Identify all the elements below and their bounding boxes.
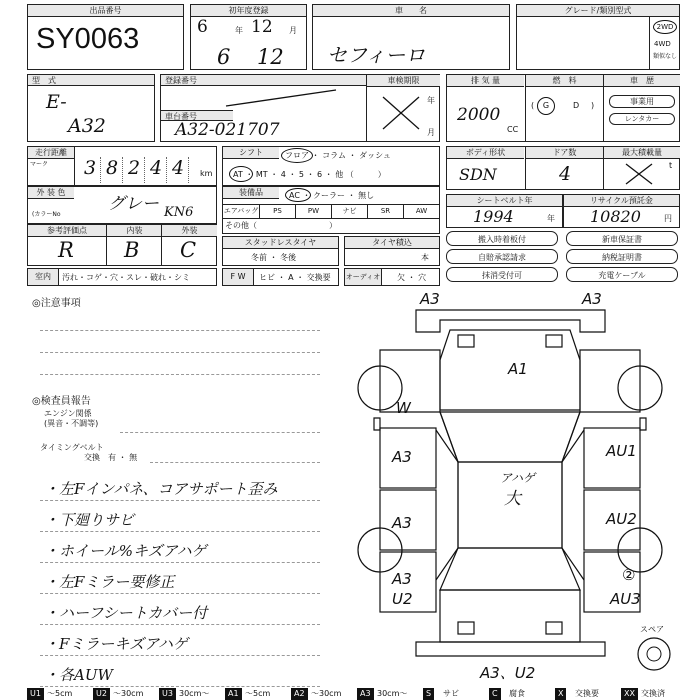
legend-desc: 30cm～ (179, 689, 210, 698)
mark-left-front-wheel: W (396, 399, 411, 417)
inspector-title: ◎検査員報告 (32, 396, 91, 407)
note-line (40, 624, 320, 625)
mark-right-front: AU1 (606, 442, 637, 460)
inspector-note: ・左Fミラー要修正 (44, 573, 175, 591)
note-line (40, 374, 320, 375)
fw-opts: ヒビ ・ A ・ 交換要 (259, 273, 331, 282)
legend-code: U1 (27, 688, 44, 700)
displacement-box (446, 74, 680, 142)
inspection-crossout (379, 93, 423, 133)
legend-desc: ～5cm (47, 689, 73, 698)
mark-roof-2: 大 (504, 489, 521, 509)
capacity-unit: t (669, 161, 673, 170)
timing-opts: 交換 有 ・ 無 (84, 453, 138, 462)
inspector-note: ・Fミラーキズアハゲ (44, 635, 188, 653)
mileage-label: 走行距離 (28, 147, 74, 159)
history-label: 車 歴 (603, 75, 680, 87)
first-reg-year-hand: 6 (217, 45, 231, 69)
capacity-crossout (623, 161, 655, 187)
audio-label: オーディオ (345, 269, 382, 285)
mark-left-rear-quarter: A3 (392, 570, 412, 588)
interior-opts: 汚れ・コゲ・穴・スレ・破れ・シミ (62, 273, 190, 282)
legend-desc: ～30cm (113, 689, 144, 698)
legend-desc: 30cm～ (377, 689, 408, 698)
legend-desc: サビ (443, 689, 459, 698)
fuel-label: 燃 料 (525, 75, 603, 87)
note-line (40, 562, 320, 563)
note-line (150, 462, 320, 463)
belt-year-unit: 年 (547, 214, 555, 223)
equipment-label: 装備品 (223, 187, 279, 199)
score-value: R (58, 238, 74, 262)
timing-label: タイミングベルト (40, 443, 104, 452)
cc-unit: CC (507, 125, 519, 134)
mark-hood: A1 (508, 360, 528, 378)
legend-code: X (555, 688, 566, 700)
mileage-digit: 4 (168, 157, 189, 183)
mark-right-front-door: AU2 (606, 510, 637, 528)
ref-label: 参考評価点 (28, 225, 106, 237)
doors-label: ドア数 (525, 147, 603, 159)
fuel-d: D (573, 101, 580, 110)
color-no-label: (カラーNo (32, 211, 61, 218)
legend-desc: ～5cm (245, 689, 271, 698)
color-label: 外 装 色 (28, 187, 74, 199)
equip-ac-circle (285, 188, 311, 202)
fw-label: F W (223, 269, 254, 285)
legend-desc: 交換済 (641, 689, 665, 698)
displacement-label: 排 気 量 (447, 75, 524, 87)
car-name: セフィーロ (327, 43, 426, 67)
first-reg-label: 初年度登録 (191, 5, 306, 17)
car-damage-diagram (340, 290, 685, 680)
equip-item: エアバッグ (223, 207, 259, 215)
mileage-digit: 2 (124, 157, 145, 183)
lot-label: 出品番号 (28, 5, 183, 17)
engine-label: エンジン関係 (44, 409, 92, 418)
doc-item: 抹消受付可 (446, 267, 558, 282)
belt-year-value: 1994 (473, 207, 514, 226)
belt-box (446, 194, 563, 228)
color-value: グレー (108, 194, 159, 214)
doc-item: 充電ケーブル (566, 267, 678, 282)
shift-floor-circle (281, 148, 313, 163)
lot-number-box (27, 4, 184, 70)
divider (161, 225, 162, 265)
exterior-score: C (180, 238, 197, 262)
shift-label: シフト (223, 147, 279, 159)
chassis-value: A32-021707 (175, 120, 280, 140)
doc-item: 新車保証書 (566, 231, 678, 246)
body-box (446, 146, 680, 190)
score-box (27, 224, 217, 266)
note-line (120, 432, 320, 433)
mark-bottom: A3、U2 (480, 664, 536, 680)
first-reg-year-printed: 6 (197, 17, 208, 37)
model-value-1: E- (46, 91, 67, 113)
color-code: KN6 (164, 205, 194, 220)
mark-right-rear-quarter: AU3 (610, 590, 641, 608)
equip-other: その他（ ） (225, 221, 337, 230)
shift-box (222, 146, 440, 186)
studless-box (222, 236, 339, 266)
doc-item: 搬入時着板付 (446, 231, 558, 246)
chassis-label: 車台番号 (161, 110, 233, 121)
grade-label: グレード/類別型式 (517, 5, 679, 17)
divider (366, 75, 367, 141)
recycle-value: 10820 (590, 207, 641, 226)
fw-box (222, 268, 339, 286)
year-unit: 年 (235, 26, 243, 35)
first-reg-month-hand: 12 (257, 45, 284, 69)
doors-value: 4 (559, 163, 572, 185)
model-label: 型 式 (28, 75, 154, 86)
exterior-label: 外装 (161, 225, 217, 237)
fuel-paren-open: ( (531, 101, 535, 110)
divider (106, 225, 107, 265)
drive-4wd: 4WD (654, 40, 671, 48)
inspection-month-unit: 月 (427, 128, 435, 137)
interior-score: B (124, 238, 140, 262)
car-name-box (312, 4, 510, 70)
divider (74, 147, 75, 185)
mark-roof-1: アハゲ (500, 471, 536, 485)
legend-desc: 交換要 (575, 689, 599, 698)
divider (603, 75, 604, 141)
inspector-note: ・下廻りサビ (44, 511, 135, 529)
inspector-note: ・各AUW (44, 666, 113, 684)
note-line (40, 686, 320, 687)
equip-item: PW (295, 205, 331, 218)
mark-top-left: A3 (420, 290, 440, 308)
divider (525, 75, 526, 141)
inspector-note: ・ハーフシートカバー付 (44, 604, 208, 622)
doc-item: 自賠承認請求 (446, 249, 558, 264)
drive-column (649, 16, 680, 69)
note-line (40, 330, 320, 331)
recycle-label: リサイクル預託金 (564, 195, 679, 207)
note-line (40, 655, 320, 656)
legend-code: XX (621, 688, 638, 700)
mileage-box (27, 146, 217, 186)
tire-box (344, 236, 440, 266)
mark-left-rear-quarter-2: U2 (392, 590, 413, 608)
registration-box (160, 74, 440, 142)
lot-number: SY0063 (36, 23, 140, 55)
car-name-label: 車 名 (313, 5, 509, 17)
mileage-mark: マーク (30, 161, 49, 168)
mileage-digit: 3 (80, 157, 101, 183)
first-reg-month-printed: 12 (251, 17, 273, 37)
studless-label: スタッドレスタイヤ (223, 237, 338, 249)
legend-code: U3 (159, 688, 176, 700)
inspector-note: ・左Fインパネ、コアサポート歪み (44, 480, 278, 498)
doc-item: 納税証明書 (566, 249, 678, 264)
legend-desc: 腐食 (509, 689, 525, 698)
docs-grid (446, 231, 680, 287)
history-business: 事業用 (609, 95, 675, 108)
shift-line2: AT ・ MT ・ 4 ・ 5 ・ 6 ・ 他 （ ） (233, 170, 386, 179)
divider (603, 147, 604, 189)
note-line (40, 531, 320, 532)
shift-options: フロア ・ コラム ・ ダッシュ (285, 151, 391, 160)
mark-right-rear-wheel: ② (622, 566, 636, 584)
mark-top-right: A3 (582, 290, 602, 308)
recycle-box (563, 194, 680, 228)
fuel-paren-close: ) (591, 101, 595, 110)
audio-opts: 欠 ・ 穴 (397, 273, 427, 282)
mileage-digit: 4 (146, 157, 167, 183)
legend-code: A3 (357, 688, 374, 700)
drive-none: 類似なし (653, 53, 678, 60)
equipment-box (222, 186, 440, 234)
body-value: SDN (459, 165, 497, 184)
first-registration-box (190, 4, 307, 70)
studless-opts: 冬前 ・ 冬後 (251, 253, 297, 262)
model-value-2: A32 (68, 115, 106, 137)
interior-label: 内装 (106, 225, 162, 237)
equip-item: SR (367, 205, 403, 218)
tire-unit: 本 (421, 253, 429, 262)
note-line (40, 500, 320, 501)
equip-item: ナビ (331, 205, 367, 218)
equip-item: PS (259, 205, 295, 218)
capacity-label: 最大積載量 (603, 147, 680, 159)
shift-at-circle (229, 166, 253, 182)
legend-bar (27, 688, 687, 700)
equip-items (223, 204, 439, 219)
spare-label: スペア (640, 625, 664, 634)
mileage-digit: 8 (102, 157, 123, 183)
model-box (27, 74, 155, 142)
audio-box (344, 268, 440, 286)
tire-label: タイヤ積込 (345, 237, 439, 249)
spare-tire-icon (638, 638, 670, 670)
drive-2wd: 2WD (653, 20, 677, 34)
inspection-label: 車検期限 (366, 75, 440, 87)
legend-desc: ～30cm (311, 689, 342, 698)
interior-condition-box (27, 268, 217, 286)
legend-code: A2 (291, 688, 308, 700)
mark-left-rear-door: A3 (392, 514, 412, 532)
note-line (40, 593, 320, 594)
fuel-g: G (537, 97, 555, 115)
color-box (27, 186, 217, 224)
engine-sub: (異音・不調等) (44, 419, 99, 428)
displacement-value: 2000 (457, 105, 501, 125)
km-unit: km (200, 169, 213, 178)
equip-line1: AC ・ クーラー ・ 無し (289, 191, 375, 200)
legend-code: A1 (225, 688, 242, 700)
legend-code: S (423, 688, 434, 700)
room-label: 室内 (28, 269, 59, 285)
reg-no-label: 登録番号 (161, 75, 366, 86)
legend-code: C (489, 688, 501, 700)
month-unit: 月 (289, 26, 297, 35)
history-rental: レンタカー (609, 113, 675, 125)
mark-left-front-door: A3 (392, 448, 412, 466)
body-label: ボディ形状 (447, 147, 524, 159)
belt-year-label: シートベルト年 (447, 195, 562, 207)
recycle-unit: 円 (664, 214, 672, 223)
note-line (40, 352, 320, 353)
inspection-year-unit: 年 (427, 96, 435, 105)
caution-title: ◎注意事項 (32, 298, 81, 309)
grade-box (516, 4, 680, 70)
equip-item: AW (403, 205, 439, 218)
inspector-note: ・ホイール%キズアハゲ (44, 542, 207, 560)
divider (525, 147, 526, 189)
reg-no-crossout (221, 87, 341, 109)
legend-code: U2 (93, 688, 110, 700)
